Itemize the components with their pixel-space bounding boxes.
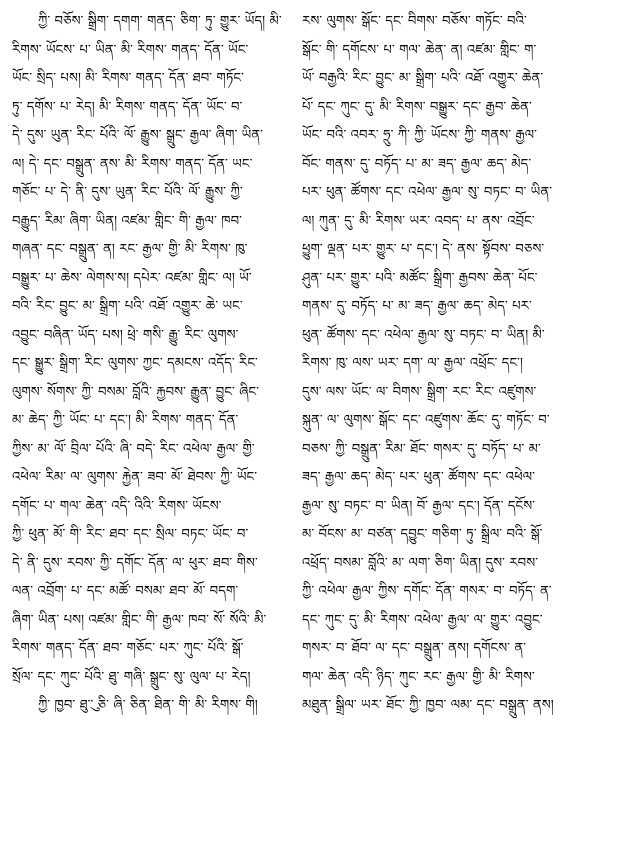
text-line: ཀྱི༌ འཕེལ༌ རྒྱལ༌ ཀྱིས༌ དགོང༌ དོན༌ གསར༌ བ༌ བཏོད༌ ན༌ [302,584,552,599]
text-line: གསར༌ བ༌ ཐོབ༌ ལ༌ དང༌ བསྒྲུན༌ ནས། དགོངས༌ ན༌ [302,641,527,656]
text-line: འཕྲོད༌ བསམ༌ བློའི༌ མ༌ ལག༌ ཅིག༌ ཡིན། དུས༌ རབས༌ [302,555,539,571]
text-line: དུས༌ ལས༌ ཡོང༌ ལ༌ བིགས༌ སྒྲིག༌ རང༌ རིང༌ འཛུགས༌ [302,384,537,400]
text-line: དགོང༌ པ༌ གལ༌ ཆེན༌ འདི༌ འིའི༌ རིགས༌ ཡོངས༌ [12,498,222,514]
text-line: ཡོང༌ སྲིད༌ པས། མི༌ རིགས༌ གནད༌ དོན༌ ཐབ༌ གཏོང༌ [12,71,244,86]
text-line: པོ༌ དང༌ ཀུང༌ དུ༌ མི༌ རིགས༌ བསྒྱུར༌ དང༌ རྒྱབ༌ ཆེན༌ [302,99,532,115]
text-line: ཡོང༌ བའི༌ འབར༌ ཧྲུ༌ ཀི༌ ཀྱི༌ ཡོངས༌ ཀྱི༌ གནས༌ རྒྱལ༌ [302,128,538,143]
text-line: དང༌ ཀུང༌ དུ༌ མི༌ རིགས༌ འཕེལ༌ རྒྱལ༌ ལ༌ གྱུར༌ འབྱུང༌ [302,612,543,628]
text-line: ཤུན༌ པར༌ གྱུར༌ པའི༌ མཚོང༌ སྒྲིག༌ རྒྱབས༌ ཆེན༌ པོང༌ [302,270,538,286]
text-line: ཟད༌ རྒྱལ༌ ཆད༌ མེད༌ པར༌ ཕུན༌ ཚོགས༌ དང༌ འཕེལ༌ [302,470,536,485]
text-line: ཕུན༌ ཚོགས༌ དང༌ འཕེལ༌ རྒྱལ༌ སུ༌ བཏང༌ བ༌ ཡིན། མི༌ [302,327,545,343]
text-line: རིགས༌ ཁུ༌ ལས༌ ཡར༌ དག༌ ལ༌ རྒྱལ༌ འཕྲོང༌ དང་། [302,356,524,371]
text-line: ཀྱིས༌ མ༌ ལོ༌ བྲིལ༌ པོའི༌ ཞི༌ བདེ༌ རིང༌ འཕེལ༌ རྒྱལ༌ གྱི༌ [12,441,255,457]
text-line: ཀྱི༌ ཁྱབ༌ ཐུ་ུ༌ ཅི༌ ཞི༌ ཅིན༌ ཐིན༌ གི༌ མི༌ རིགས༌ གི། [38,698,258,713]
text-line: གནས༌ དུ༌ བཏོད༌ པ༌ མ༌ ཟད༌ རྒྱལ༌ ཆད༌ མེད༌ པར༌ [302,299,532,314]
text-line: བའི༌ རིང༌ བྱུང༌ མ༌ སྒྲིག༌ པའི༌ འཐོ༌ འགྱུར༌ ཆེ༌ ཡང༌ [12,299,243,314]
two-column-body [0,8,617,834]
text-line: རས༌ ལུགས༌ སྒོང༌ དང༌ བིགས༌ བཅོས༌ གཏོང༌ བའི༌ [302,14,527,29]
text-line: ལུགས༌ སོགས༌ ཀྱི༌ བསམ༌ བློའི༌ རྐྱབས༌ རྒྱུན༌ བྱུང༌ ཞིང༌ [12,384,260,400]
text-line: ལན༌ འབྲོག༌ པ༌ དང༌ མཚོ༌ བསམ༌ ཐབ༌ མོ༌ བདག༌ [12,584,239,599]
right-text-column [290,8,568,834]
text-line: དང༌ སྒྱུར༌ སྒྲིག༌ རིང༌ ལུགས༌ ཀྱང༌ དམངས༌ འདོད༌ རིང༌ [12,356,258,371]
text-line: ལ། དེ༌ དང༌ བསྒྲུན༌ ནས༌ མི༌ རིགས༌ གནད༌ དོན༌ ཡང༌ [12,156,253,172]
text-line: མ༌ བོངས༌ མ༌ བཙན༌ དབྱུང༌ གཅིག༌ ཏུ༌ སྒྲིལ༌ བའི༌ སྒོ༌ [302,527,543,542]
text-line: དེ༌ ནི༌ དུས༌ རབས༌ ཀྱི༌ དགོང༌ དོན༌ ལ༌ ཕུར༌ ཐབ༌ གིས༌ [12,555,258,571]
text-line: རིགས༌ གནད༌ དོན༌ ཐབ༌ གཅོང༌ པར༌ ཀུང༌ པོའི༌ སྒོ༌ [12,641,244,656]
text-line: ཡོ༌ བརྒྱའི༌ རིང༌ བྱུང༌ མ༌ སྒྲིག༌ པའི༌ འཐོ༌ འགྱུར༌ ཆེན༌ [302,71,544,86]
text-line: མ༌ ཆེད༌ ཀྱི༌ ཡོང༌ པ༌ དང་། མི༌ རིགས༌ གནད༌ དོན༌ [12,413,239,428]
text-line: རྒྱལ༌ སུ༌ བཏང༌ བ༌ ཡིན། བོ༌ རྒྱལ༌ དང་། དོན༌ དངོས༌ [302,498,536,514]
text-line: ཞིག༌ ཡིན༌ པས། འཛམ༌ གླིང༌ གི༌ རྒྱལ༌ ཁབ༌ སོ༌ སོའི༌ མི༌ [12,612,267,628]
text-line: བོང༌ གནས༌ དུ༌ བཏོད༌ པ༌ མ༌ ཟད༌ རྒྱལ༌ ཆད༌ མེད༌ [302,156,532,172]
text-line: བརྒྱུད༌ རིམ༌ ཞིག༌ ཡིན། འཛམ༌ གླིང༌ གི༌ རྒྱལ༌ ཁབ༌ [12,213,243,229]
text-line: གཞན༌ དང༌ བསྒྲུན༌ ན། རང༌ རྒྱལ༌ གྱི༌ མི༌ རིགས༌ ཁུ༌ [12,242,248,257]
text-line: བཅས༌ ཀྱི༌ བསྒྲུན༌ རིམ༌ ཐོང༌ གསར༌ དུ༌ བཏོད༌ པ༌ མ༌ [302,441,541,457]
text-line: དེ༌ དུས༌ ཡུན༌ རིང༌ པོའི༌ ལོ༌ རྒྱུས༌ སྒྲུང༌ རྒྱལ༌ ཞིག༌ ཡིན༌ [12,128,264,143]
text-line: འབྱུང༌ བཞིན༌ ཡོད༌ པས། ཕྲེ༌ གསི༌ རྒྱུ༌ རིང༌ ལུགས༌ [12,327,239,343]
text-line: མཐུན༌ སྒྲིལ༌ ཡར༌ ཐོང༌ ཀྱི༌ ཁྱབ༌ ལམ༌ དང༌ བསྒྲུན༌ ནས། [302,698,554,713]
text-line: ཀྱི༌ བཅོས༌ སྒྲིག༌ དགག༌ གནད༌ ཅིག༌ ཏུ༌ གྱུར༌ ཡོད། མི༌ [38,14,282,29]
text-line: སྲོལ༌ དང༌ ཀུང༌ པོའི༌ ཐུ༌ གཞི༌ སྒྲུང༌ སུ༌ ལུལ༌ པ༌ རེད། [12,669,251,685]
text-line: རིགས༌ ཡོངས༌ པ༌ ཡིན༌ མི༌ རིགས༌ གནད༌ དོན༌ ཡོང༌ [12,42,249,58]
text-line: ཀྱི༌ ཕུན༌ མོ༌ གི༌ རིང༌ ཐབ༌ དང༌ སྲིལ༌ བཏང༌ ཡོང༌ བ༌ [12,527,249,542]
text-line: པར༌ ཕུན༌ ཚོགས༌ དང༌ འཕེལ༌ རྒྱལ༌ སུ༌ བཏང༌ བ༌ ཡིན༌ [302,185,553,200]
text-line: ཕྱུག༌ ལྡན༌ པར༌ གྱུར༌ པ༌ དང་། དེ༌ ནས༌ སྟོབས༌ བཅས༌ [302,242,545,257]
text-line: སྒོང༌ གི༌ དགོངས༌ པ༌ གལ༌ ཆེན༌ ན། འཛམ༌ གླིང༌ ག༌ [302,42,537,58]
text-line: འཕེལ༌ རིམ༌ ལ༌ ལུགས༌ རྐྱེན༌ ཟབ༌ མོ༌ ཐེབས༌ ཀྱི༌ ཡོང༌ [12,470,258,485]
text-line: བསྒྱུར༌ པ༌ ཆེས༌ ལེགས་ས། དཔེར༌ འཛམ༌ གླིང༌ ལ། ཡོ༌ [12,270,252,286]
text-line: གལ༌ ཆེན༌ འདི༌ ཉིད༌ ཀུང༌ རང༌ རྒྱལ༌ གྱི༌ མི༌ རིགས༌ [302,669,535,685]
text-line: ལ། ཀུན༌ དུ༌ མི༌ རིགས༌ ཡར༌ འབད༌ པ༌ ནས༌ འབྲོང༌ [302,213,535,229]
text-line: གཅོང༌ པ༌ དེ༌ ནི༌ དུས༌ ཡུན༌ རིང༌ པོའི༌ ལོ༌ རྒྱུས༌ ཀྱི༌ [12,185,243,200]
left-text-column [0,8,282,834]
text-line: སྐུན༌ ལ༌ ལུགས༌ སྒོང༌ དང༌ འཛུགས༌ ཆོང༌ དུ༌ གཏོང༌ བ༌ [302,413,550,428]
text-line: ཏུ༌ དགོས༌ པ༌ རེད། མི༌ རིགས༌ གནད༌ དོན༌ ཡོང༌ བ༌ [12,99,243,115]
